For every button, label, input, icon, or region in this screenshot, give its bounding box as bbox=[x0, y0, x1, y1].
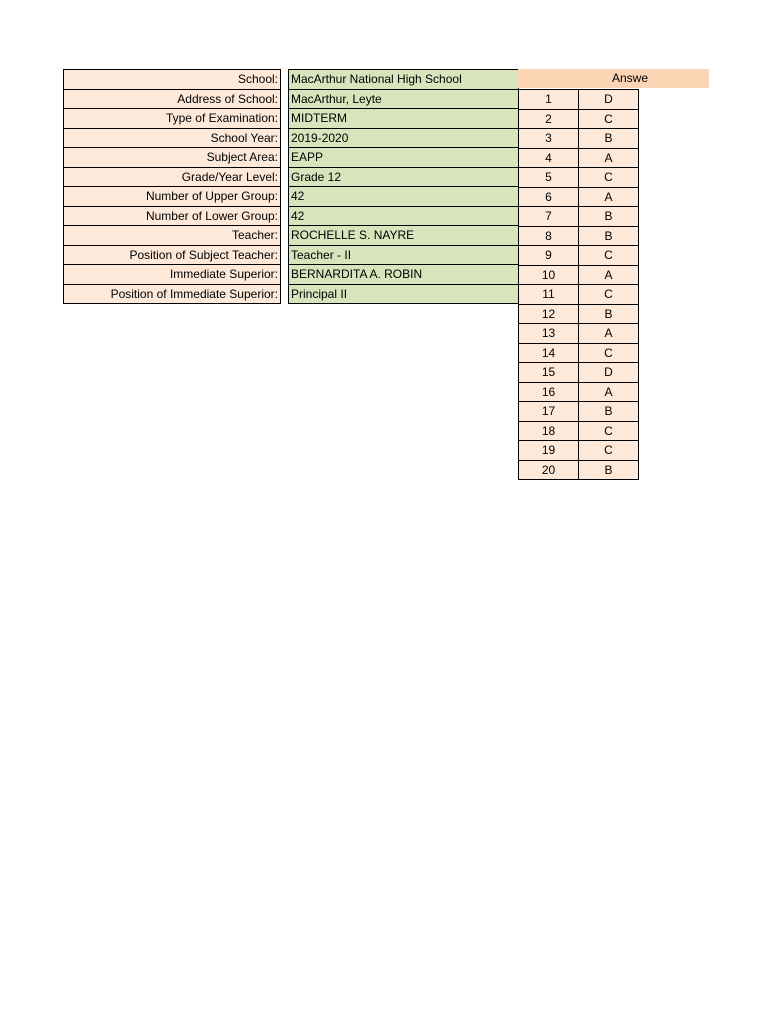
info-label-cell: Subject Area: bbox=[64, 148, 281, 168]
info-label-row bbox=[64, 226, 281, 246]
answer-letter-cell: B bbox=[579, 226, 639, 246]
info-value-cell: EAPP bbox=[289, 148, 519, 168]
question-number-cell: 20 bbox=[519, 460, 579, 480]
answer-letter-cell: D bbox=[579, 90, 639, 110]
answer-letter-cell: B bbox=[579, 129, 639, 149]
info-label-cell: School: bbox=[64, 70, 281, 90]
info-value-row bbox=[289, 245, 519, 265]
info-value-cell: Teacher - II bbox=[289, 245, 519, 265]
info-label-row bbox=[64, 70, 281, 90]
info-value-cell: MacArthur, Leyte bbox=[289, 89, 519, 109]
question-number-cell: 3 bbox=[519, 129, 579, 149]
info-label-cell: Immediate Superior: bbox=[64, 265, 281, 285]
answer-letter-cell: A bbox=[579, 187, 639, 207]
info-label-row bbox=[64, 167, 281, 187]
info-values-table bbox=[288, 69, 519, 304]
answer-key-row bbox=[519, 129, 639, 149]
question-number-cell: 16 bbox=[519, 382, 579, 402]
answer-key-row bbox=[519, 324, 639, 344]
answer-letter-cell: B bbox=[579, 402, 639, 422]
answer-letter-cell: C bbox=[579, 109, 639, 129]
info-value-cell: Principal II bbox=[289, 284, 519, 304]
info-label-row bbox=[64, 206, 281, 226]
info-label-cell: Position of Subject Teacher: bbox=[64, 245, 281, 265]
info-label-cell: Address of School: bbox=[64, 89, 281, 109]
answer-key-row bbox=[519, 285, 639, 305]
answer-key-row bbox=[519, 207, 639, 227]
answer-key-row bbox=[519, 226, 639, 246]
answer-letter-cell: C bbox=[579, 246, 639, 266]
question-number-cell: 14 bbox=[519, 343, 579, 363]
question-number-cell: 1 bbox=[519, 90, 579, 110]
answer-key-row bbox=[519, 402, 639, 422]
answer-key-row bbox=[519, 460, 639, 480]
info-label-cell: Number of Lower Group: bbox=[64, 206, 281, 226]
info-value-cell: 2019-2020 bbox=[289, 128, 519, 148]
info-value-row bbox=[289, 70, 519, 90]
answer-letter-cell: A bbox=[579, 148, 639, 168]
question-number-cell: 2 bbox=[519, 109, 579, 129]
info-label-row bbox=[64, 148, 281, 168]
answer-letter-cell: A bbox=[579, 382, 639, 402]
info-label-row bbox=[64, 265, 281, 285]
info-value-row bbox=[289, 128, 519, 148]
info-value-cell: MacArthur National High School bbox=[289, 70, 519, 90]
info-value-row bbox=[289, 167, 519, 187]
info-label-row bbox=[64, 245, 281, 265]
answer-key-row bbox=[519, 246, 639, 266]
info-value-row bbox=[289, 226, 519, 246]
info-value-row bbox=[289, 206, 519, 226]
question-number-cell: 15 bbox=[519, 363, 579, 383]
answer-letter-cell: C bbox=[579, 343, 639, 363]
answer-letter-cell: B bbox=[579, 460, 639, 480]
answer-letter-cell: C bbox=[579, 168, 639, 188]
info-label-row bbox=[64, 284, 281, 304]
answer-key-row bbox=[519, 304, 639, 324]
info-value-row bbox=[289, 89, 519, 109]
info-label-cell: Number of Upper Group: bbox=[64, 187, 281, 207]
info-value-cell: BERNARDITA A. ROBIN bbox=[289, 265, 519, 285]
answer-key-row bbox=[519, 343, 639, 363]
info-label-cell: Grade/Year Level: bbox=[64, 167, 281, 187]
answer-key-row bbox=[519, 441, 639, 461]
info-value-cell: Grade 12 bbox=[289, 167, 519, 187]
question-number-cell: 9 bbox=[519, 246, 579, 266]
question-number-cell: 10 bbox=[519, 265, 579, 285]
answer-key-row bbox=[519, 109, 639, 129]
info-value-cell: 42 bbox=[289, 187, 519, 207]
answer-key-row bbox=[519, 363, 639, 383]
answer-letter-cell: A bbox=[579, 324, 639, 344]
answer-letter-cell: C bbox=[579, 421, 639, 441]
question-number-cell: 6 bbox=[519, 187, 579, 207]
question-number-cell: 18 bbox=[519, 421, 579, 441]
question-number-cell: 5 bbox=[519, 168, 579, 188]
info-value-row bbox=[289, 148, 519, 168]
info-label-row bbox=[64, 109, 281, 129]
info-label-row bbox=[64, 128, 281, 148]
info-labels-table bbox=[63, 69, 281, 304]
info-value-row bbox=[289, 265, 519, 285]
answer-letter-cell: B bbox=[579, 207, 639, 227]
answer-key-row bbox=[519, 90, 639, 110]
question-number-cell: 19 bbox=[519, 441, 579, 461]
answer-letter-cell: D bbox=[579, 363, 639, 383]
question-number-cell: 11 bbox=[519, 285, 579, 305]
info-label-cell: Teacher: bbox=[64, 226, 281, 246]
answer-key-table bbox=[518, 89, 639, 480]
info-value-cell: 42 bbox=[289, 206, 519, 226]
info-value-row bbox=[289, 187, 519, 207]
answer-letter-cell: A bbox=[579, 265, 639, 285]
question-number-cell: 4 bbox=[519, 148, 579, 168]
question-number-cell: 12 bbox=[519, 304, 579, 324]
answer-letter-cell: C bbox=[579, 285, 639, 305]
answer-key-row bbox=[519, 421, 639, 441]
question-number-cell: 13 bbox=[519, 324, 579, 344]
answer-key-row bbox=[519, 382, 639, 402]
answer-letter-cell: B bbox=[579, 304, 639, 324]
answer-letter-cell: C bbox=[579, 441, 639, 461]
answer-key-header bbox=[518, 69, 709, 88]
info-value-cell: ROCHELLE S. NAYRE bbox=[289, 226, 519, 246]
info-value-row bbox=[289, 284, 519, 304]
answer-key-header-text: Answe bbox=[612, 71, 649, 85]
info-label-row bbox=[64, 187, 281, 207]
answer-key-row bbox=[519, 265, 639, 285]
question-number-cell: 8 bbox=[519, 226, 579, 246]
info-label-cell: Type of Examination: bbox=[64, 109, 281, 129]
question-number-cell: 17 bbox=[519, 402, 579, 422]
info-label-row bbox=[64, 89, 281, 109]
info-label-cell: Position of Immediate Superior: bbox=[64, 284, 281, 304]
info-value-cell: MIDTERM bbox=[289, 109, 519, 129]
answer-key-row bbox=[519, 187, 639, 207]
answer-key-row bbox=[519, 168, 639, 188]
question-number-cell: 7 bbox=[519, 207, 579, 227]
info-label-cell: School Year: bbox=[64, 128, 281, 148]
info-value-row bbox=[289, 109, 519, 129]
answer-key-row bbox=[519, 148, 639, 168]
